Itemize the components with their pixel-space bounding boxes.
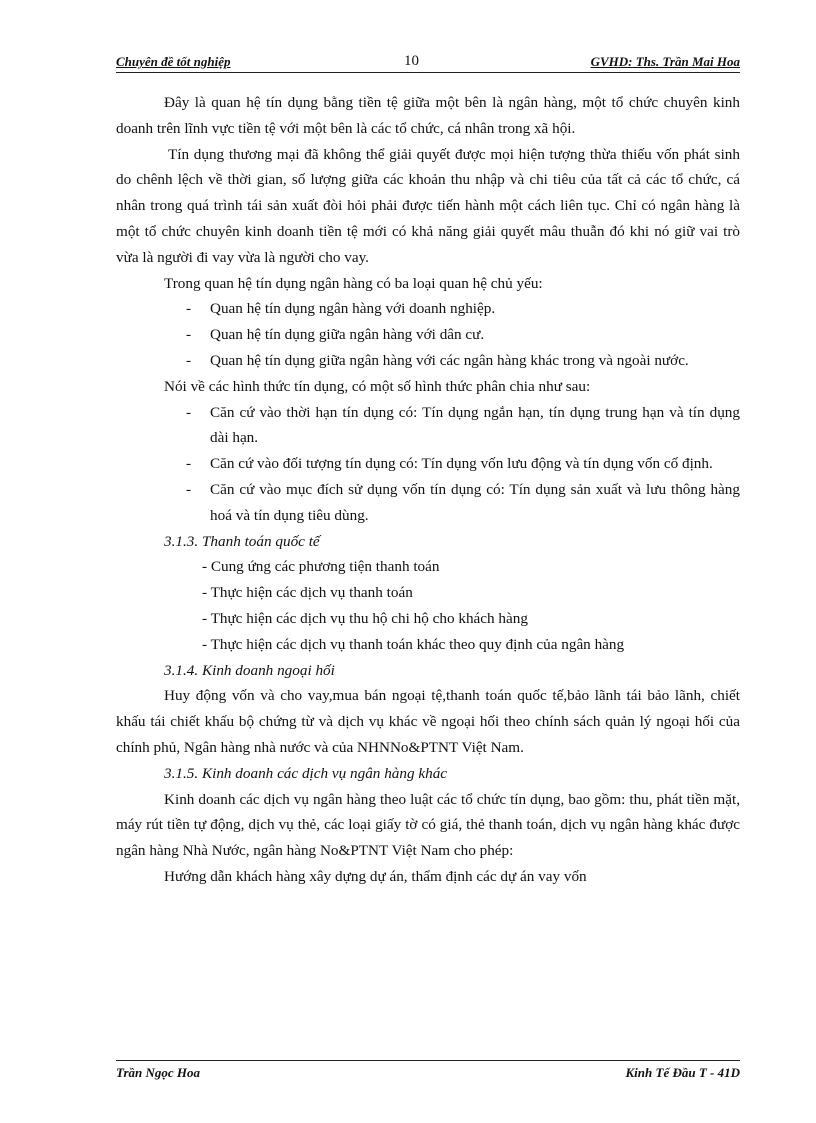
page-header (116, 48, 740, 73)
list-item: - Quan hệ tín dụng giữa ngân hàng với các ngân hàng khác trong và ngoài nước. (186, 351, 689, 369)
paragraph-3: Trong quan hệ tín dụng ngân hàng có ba loại quan hệ chủ yếu: (164, 274, 543, 292)
page-number: 10 (404, 53, 419, 69)
page-footer (116, 1060, 740, 1085)
list-item: - Căn cứ vào mục đích sử dụng vốn tín dụng có: Tín dụng sản xuất và lưu thông hàng hoá và tín dụng tiêu dùng. (186, 480, 740, 524)
list-item: - Căn cứ vào thời hạn tín dụng có: Tín dụng ngắn hạn, tín dụng trung hạn và tín dụng dài hạn. (186, 403, 740, 447)
footer-left-text: Trần Ngọc Hoa (116, 1065, 201, 1080)
section-heading-3-1-3: 3.1.3. Thanh toán quốc tế (164, 532, 320, 550)
paragraph-1: Đây là quan hệ tín dụng bằng tiền tệ giữa một bên là ngân hàng, một tổ chức chuyên kinh doanh trên lĩnh vực tiền tệ với một bên là các tổ chức, cá nhân trong xã hội. (116, 94, 740, 137)
header-left-text: Chuyên đề tốt nghiệp (116, 54, 231, 69)
section-heading-3-1-4: 3.1.4. Kinh doanh ngoại hối (164, 661, 335, 679)
list-item: - Thực hiện các dịch vụ thu hộ chi hộ cho khách hàng (202, 609, 528, 627)
list-item: - Thực hiện các dịch vụ thanh toán khác theo quy định của ngân hàng (202, 635, 625, 653)
list-item: - Quan hệ tín dụng ngân hàng với doanh nghiệp. (186, 300, 496, 318)
section-heading-3-1-5: 3.1.5. Kinh doanh các dịch vụ ngân hàng khác (164, 764, 448, 782)
paragraph-4: Nói về các hình thức tín dụng, có một số hình thức phân chia như sau: (164, 377, 591, 395)
document-body (116, 90, 740, 890)
paragraph-5: Huy động vốn và cho vay,mua bán ngoại tệ,thanh toán quốc tế,bảo lãnh tái bảo lãnh, chiết khấu tái chiết khấu bộ chứng từ và dịch vụ khác về ngoại hối theo chính sách quản lý ngoại hối của chính phủ, Ngân hàng nhà nước và của NHNNo&PTNT Việt Nam. (116, 687, 740, 756)
list-item: - Quan hệ tín dụng giữa ngân hàng với dân cư. (186, 326, 485, 344)
header-right-text: GVHD: Ths. Trần Mai Hoa (590, 54, 740, 69)
list-item: - Căn cứ vào đối tượng tín dụng có: Tín dụng vốn lưu động và tín dụng vốn cố định. (186, 455, 713, 473)
list-item: - Cung ứng các phương tiện thanh toán (202, 558, 440, 576)
footer-right-text: Kinh Tế Đầu T - 41D (625, 1065, 740, 1080)
paragraph-7: Hướng dẫn khách hàng xây dựng dự án, thẩm định các dự án vay vốn (164, 867, 587, 885)
list-item: - Thực hiện các dịch vụ thanh toán (202, 584, 413, 602)
paragraph-2: Tín dụng thương mại đã không thể giải quyết được mọi hiện tượng thừa thiếu vốn phát sinh do chênh lệch về thời gian, số lượng giữa các khoản thu nhập và chi tiêu của tất cả các tổ chức, cá nhân trong quá trình tái sản xuất đòi hỏi phải được tiến hành một cách liên tục. Chỉ có ngân hàng là một tổ chức chuyên kinh doanh tiền tệ mới có khả năng giải quyết mâu thuẫn đó khi nó giữ vai trò vừa là người đi vay vừa là người cho vay. (116, 145, 740, 266)
paragraph-6: Kinh doanh các dịch vụ ngân hàng theo luật các tổ chức tín dụng, bao gồm: thu, phát tiền mặt, máy rút tiền tự động, dịch vụ thẻ, các loại giấy tờ có giá, thẻ thanh toán, dịch vụ ngân hàng khác được ngân hàng Nhà Nước, ngân hàng No&PTNT Việt Nam cho phép: (116, 790, 740, 860)
